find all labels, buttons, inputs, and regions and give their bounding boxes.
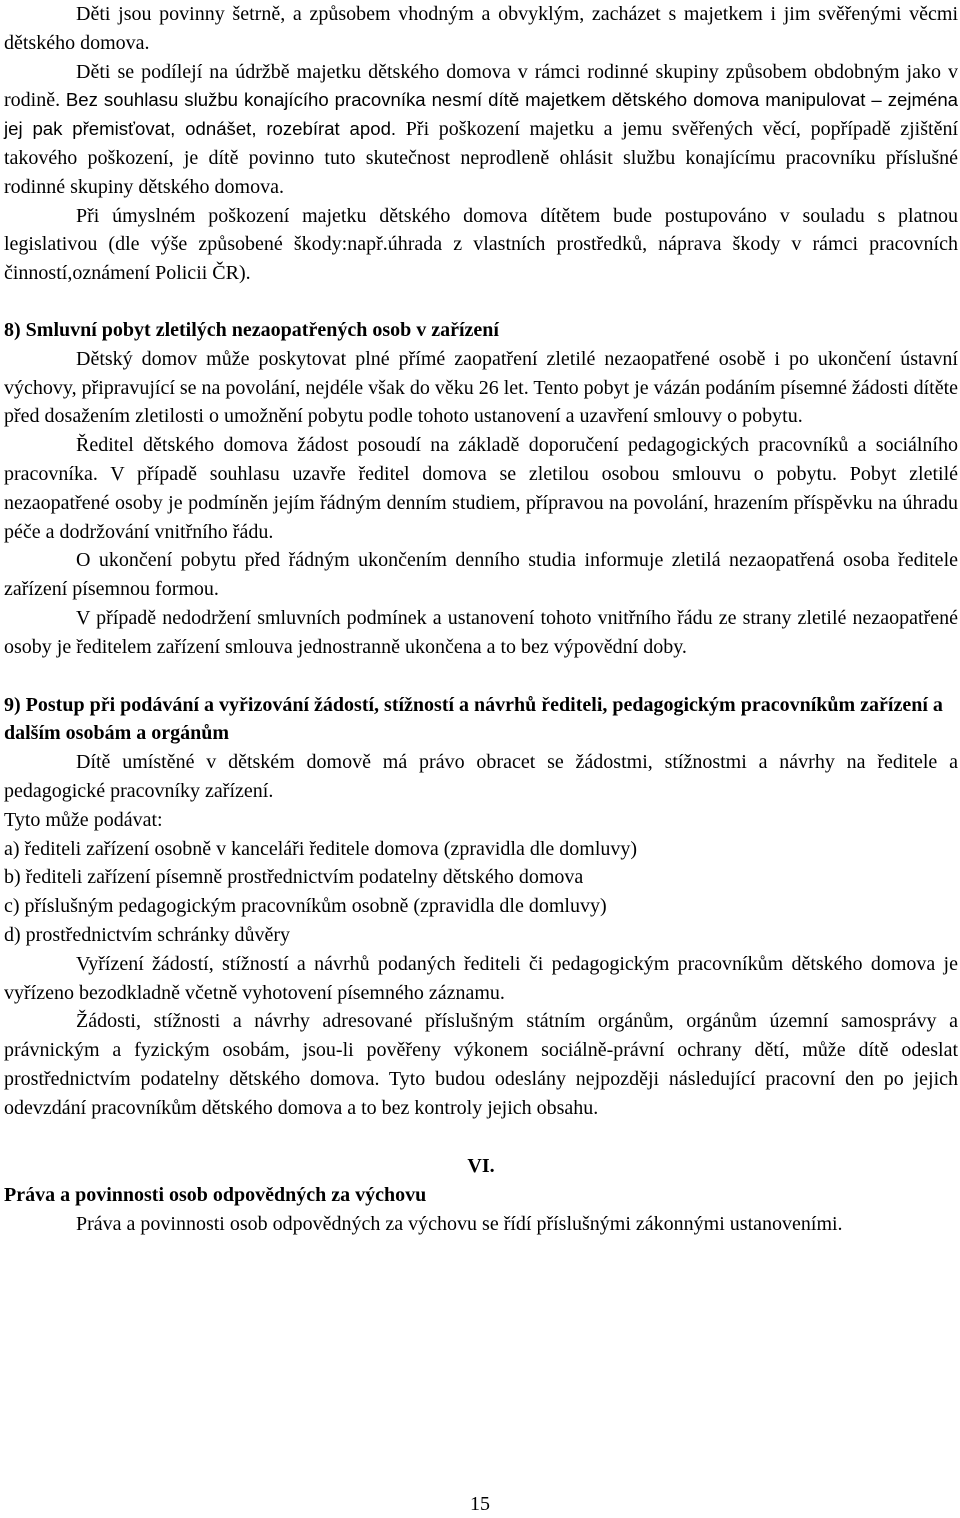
section-9-heading: 9) Postup při podávání a vyřizování žádostí, stížností a návrhů řediteli, pedagogickým pracovníkům zařízení a dalším osobám a orgánům [4, 693, 943, 745]
list-item: c) příslušným pedagogickým pracovníkům osobně (zpravidla dle domluvy) [4, 895, 607, 918]
section-9-paragraph-3: Žádosti, stížnosti a návrhy adresované příslušným státním orgánům, orgánům územní samosprávy a právnickým a fyzickým osobám, jsou-li pověřeny výkonem sociálně-právní ochrany dětí, může dítě odeslat prostřednictvím podatelny dětského domova. Tyto budou odeslány nejpozději následující pracovní den po jejich odevzdání pracovníkům dětského domova a to bez kontroly jejich obsahu. [4, 1010, 958, 1119]
spacer [4, 1122, 958, 1152]
paragraph-property-care: Děti jsou povinny šetrně, a způsobem vhodným a obvyklým, zacházet s majetkem i jim svěřenými věcmi dětského domova. [4, 3, 958, 54]
section-8-paragraph-1: Dětský domov může poskytovat plné přímé zaopatření zletilé nezaopatřené osobě i po ukončení ústavní výchovy, připravující se na povolání, nejdéle však do věku 26 let. Tento pobyt je vázán podáním písemné žádosti dítěte před dosažením zletilosti o umožnění pobytu podle tohoto ustanovení a uzavření smlouvy o pobytu. [4, 347, 958, 428]
section-8-heading: 8) Smluvní pobyt zletilých nezaopatřených osob v zařízení [4, 318, 499, 341]
list-item: b) řediteli zařízení písemně prostřednictvím podatelny dětského domova [4, 866, 584, 889]
part-6-heading: Práva a povinnosti osob odpovědných za výchovu [4, 1184, 427, 1207]
document-page [4, 0, 958, 1239]
part-numeral: VI. [467, 1155, 495, 1178]
section-8-paragraph-2: Ředitel dětského domova žádost posoudí na základě doporučení pedagogických pracovníků a sociálního pracovníka. V případě souhlasu uzavře ředitel domova se zletilou osobou smlouvu o pobytu. Pobyt zletilé nezaopatřené osoby je podmíněn jejím řádným denním studiem, přípravou na povolání, hrazením příspěvku na úhradu péče a dodržování vnitřního řádu. [4, 434, 958, 543]
spacer [4, 662, 958, 691]
list-item: a) řediteli zařízení osobně v kanceláři ředitele domova (zpravidla dle domluvy) [4, 837, 638, 860]
maintenance-sans-text: Bez souhlasu službu konajícího pracovníka nesmí dítě majetkem dětského domova manipulovat – zejména jej pak přemisťovat, odnášet, rozebírat apod. [4, 89, 958, 140]
section-8-paragraph-4: V případě nedodržení smluvních podmínek a ustanovení tohoto vnitřního řádu ze strany zletilé nezaopatřené osoby je ředitelem zařízení smlouva jednostranně ukončena a to bez výpovědní doby. [4, 606, 958, 658]
section-9-list-intro: Tyto může podávat: [4, 808, 163, 831]
list-item: d) prostřednictvím schránky důvěry [4, 923, 291, 946]
section-8-paragraph-3: O ukončení pobytu před řádným ukončením denního studia informuje zletilá nezaopatřená osoba ředitele zařízení písemnou formou. [4, 549, 958, 601]
damage-report-text: Při poškození majetku a jemu svěřených věcí, popřípadě zjištění takového poškození, je dítě povinno tuto skutečnost neprodleně ohlásit službu konajícímu pracovníku příslušné rodinné skupiny dětského domova. [4, 118, 959, 198]
spacer [4, 288, 958, 316]
paragraph-intentional-damage: Při úmyslném poškození majetku dětského domova dítětem bude postupováno v souladu s platnou legislativou (dle výše způsobené škody:např.úhrada z vlastních prostředků, náprava škody v rámci pracovních činností,oznámení Policii ČR). [4, 204, 958, 285]
paragraph-maintenance [4, 58, 958, 202]
maintenance-text: Děti se podílejí na údržbě majetku dětského domova v rámci rodinné skupiny způsobem obdobným jako v rodině. [4, 60, 958, 112]
section-9-paragraph-2: Vyřízení žádostí, stížností a návrhů podaných řediteli či pedagogickým pracovníkům dětského domova je vyřízeno bezodkladně včetně vyhotovení písemného záznamu. [4, 952, 958, 1004]
section-9-paragraph-1: Dítě umístěné v dětském domově má právo obracet se žádostmi, stížnostmi a návrhy na ředitele a pedagogické pracovníky zařízení. [4, 751, 958, 802]
page-number: 15 [470, 1493, 490, 1515]
part-6-paragraph-1: Práva a povinnosti osob odpovědných za výchovu se řídí příslušnými zákonnými ustanoveními. [76, 1213, 843, 1236]
